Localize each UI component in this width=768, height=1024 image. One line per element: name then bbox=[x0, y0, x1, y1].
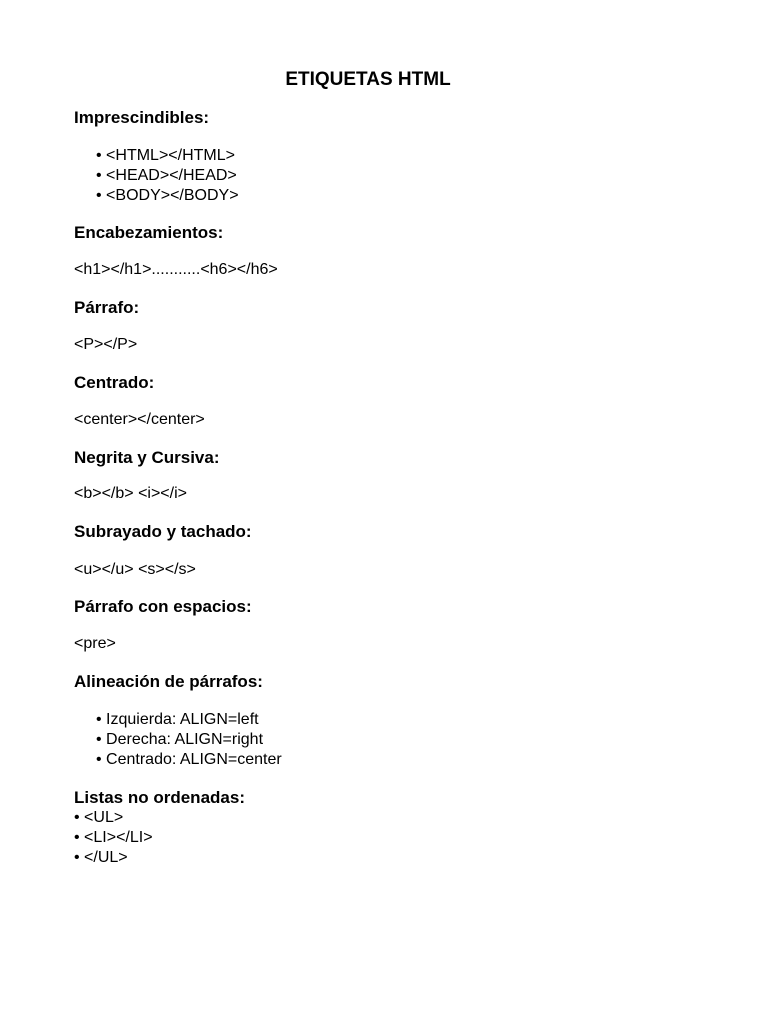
list-item: • <HEAD></HEAD> bbox=[96, 167, 237, 184]
section-text-parrafo-espacios: <pre> bbox=[74, 635, 116, 652]
list-item: • Derecha: ALIGN=right bbox=[96, 731, 264, 748]
section-text-encabezamientos: <h1></h1>...........<h6></h6> bbox=[74, 261, 278, 278]
section-heading-parrafo: Párrafo: bbox=[74, 298, 140, 317]
section-text-subrayado-tachado: <u></u> <s></s> bbox=[74, 561, 196, 578]
section-text-negrita-cursiva: <b></b> <i></i> bbox=[74, 485, 187, 502]
section-heading-negrita-cursiva: Negrita y Cursiva: bbox=[74, 448, 220, 467]
list-item: • <BODY></BODY> bbox=[96, 187, 239, 204]
section-heading-alineacion: Alineación de párrafos: bbox=[74, 672, 263, 691]
list-item: • Centrado: ALIGN=center bbox=[96, 751, 282, 768]
list-item: • <LI></LI> bbox=[74, 829, 153, 846]
section-heading-listas: Listas no ordenadas: bbox=[74, 788, 245, 807]
section-heading-encabezamientos: Encabezamientos: bbox=[74, 223, 224, 242]
section-heading-parrafo-espacios: Párrafo con espacios: bbox=[74, 597, 252, 616]
page-title: ETIQUETAS HTML bbox=[285, 69, 451, 90]
section-heading-centrado: Centrado: bbox=[74, 373, 155, 392]
list-item: • </UL> bbox=[74, 849, 128, 866]
list-item: • <HTML></HTML> bbox=[96, 147, 235, 164]
section-text-parrafo: <P></P> bbox=[74, 336, 138, 353]
list-item: • Izquierda: ALIGN=left bbox=[96, 711, 259, 728]
section-heading-imprescindibles: Imprescindibles: bbox=[74, 108, 210, 127]
section-text-centrado: <center></center> bbox=[74, 411, 205, 428]
section-heading-subrayado-tachado: Subrayado y tachado: bbox=[74, 522, 252, 541]
list-item: • <UL> bbox=[74, 809, 124, 826]
